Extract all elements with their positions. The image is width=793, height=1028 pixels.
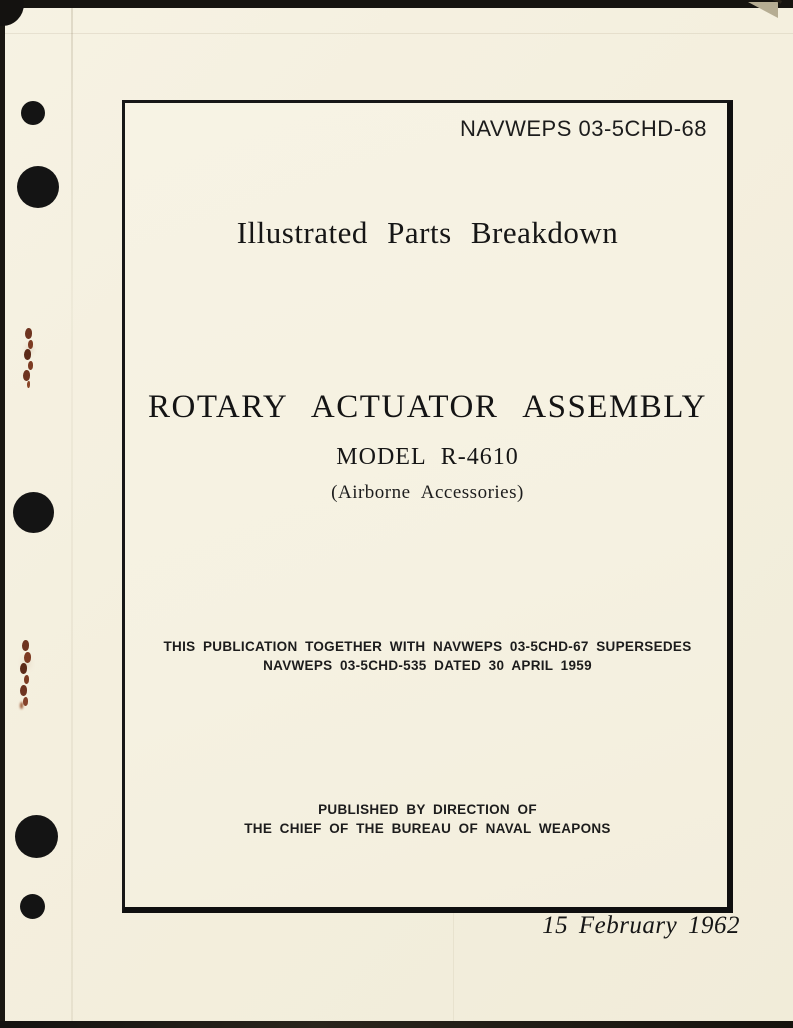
paper-crease-vertical (71, 8, 73, 1021)
scan-edge-left (0, 0, 5, 1028)
scan-edge-bottom (0, 1021, 793, 1028)
doc-subtitle: Illustrated Parts Breakdown (236, 215, 619, 250)
punch-hole (21, 101, 45, 125)
doc-number: NAVWEPS 03-5CHD-68 (460, 116, 707, 141)
supersede-note-line2: NAVWEPS 03-5CHD-535 DATED 30 APRIL 1959 (263, 658, 592, 673)
corner-notch (0, 0, 24, 26)
scan-edge-top (0, 0, 793, 8)
corner-fold (748, 2, 778, 18)
punch-hole (15, 815, 58, 858)
publisher-note-line1: PUBLISHED BY DIRECTION OF (318, 802, 537, 817)
ink-stain (22, 640, 29, 651)
publication-date: 15 February 1962 (542, 912, 740, 939)
doc-manufacturer: (Airborne Accessories) (331, 482, 524, 503)
publisher-note (122, 800, 733, 838)
doc-model: MODEL R-4610 (336, 444, 519, 470)
punch-hole (20, 894, 45, 919)
publisher-note-line2: THE CHIEF OF THE BUREAU OF NAVAL WEAPONS (244, 821, 611, 836)
paper-crease-horizontal (5, 33, 793, 34)
supersede-note (122, 637, 733, 675)
punch-hole (13, 492, 54, 533)
supersede-note-line1: THIS PUBLICATION TOGETHER WITH NAVWEPS 03-5CHD-67 SUPERSEDES (163, 639, 692, 654)
doc-title: ROTARY ACTUATOR ASSEMBLY (148, 389, 707, 425)
ink-stain (25, 328, 32, 339)
punch-hole (17, 166, 59, 208)
